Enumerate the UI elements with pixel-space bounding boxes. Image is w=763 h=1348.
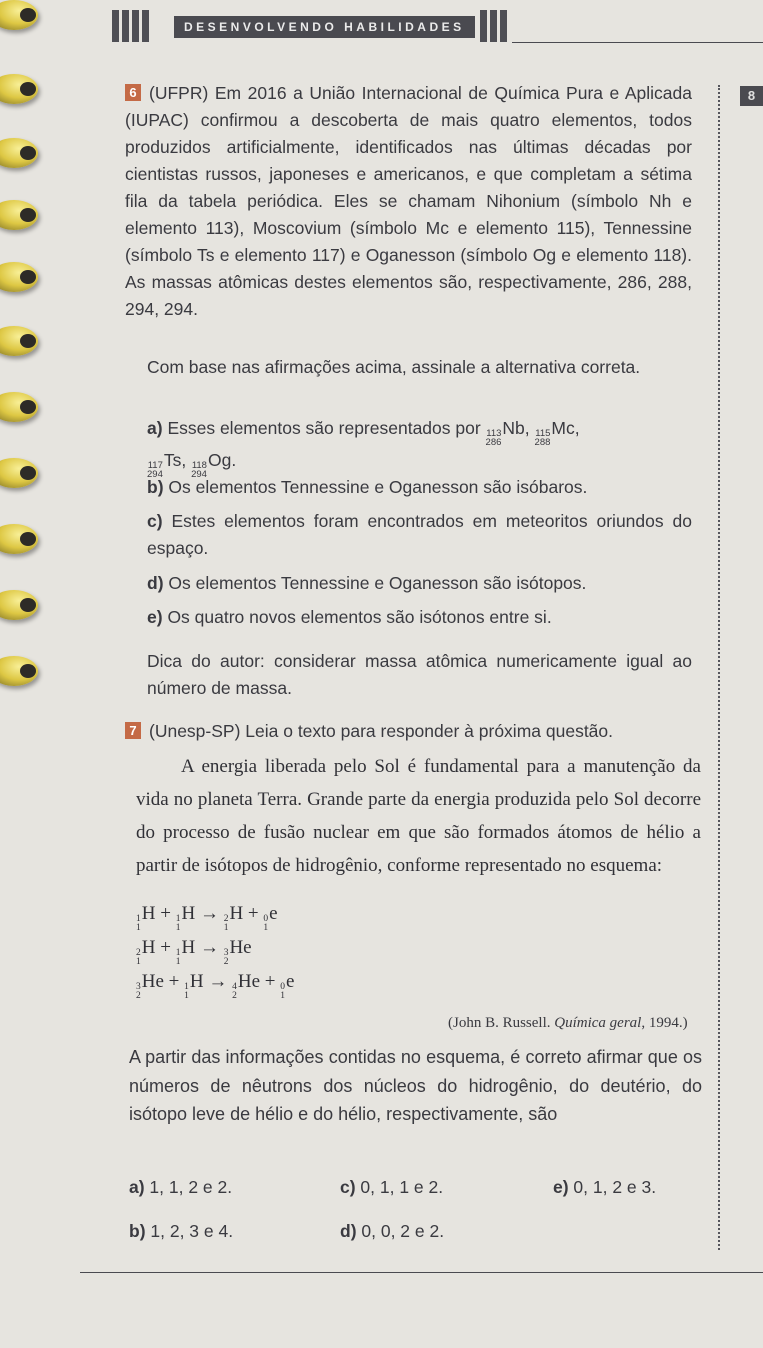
answer-e-text: 0, 1, 2 e 3. <box>568 1177 657 1197</box>
nuclide-numbers <box>176 949 181 967</box>
answer-a-label: a) <box>129 1177 145 1197</box>
nuclide-symbol: H <box>141 903 156 924</box>
nuclide-mass: 0 <box>280 982 285 992</box>
isotope-symbol: Og <box>207 450 232 470</box>
option-e-text: Os quatro novos elementos são isótonos entre si. <box>167 607 552 627</box>
nuclide-numbers <box>280 983 285 1001</box>
isotope-upper: 118 <box>191 460 207 471</box>
equation-operator: + <box>260 971 281 992</box>
nuclide-mass: 4 <box>232 982 237 992</box>
nuclide-mass: 3 <box>136 982 141 992</box>
isotope-upper: 117 <box>147 460 163 471</box>
source-author: (John B. Russell. <box>448 1015 555 1031</box>
nuclide-symbol: H <box>181 903 196 924</box>
nuclide-symbol: H <box>181 937 196 958</box>
page-tab: 8 <box>740 86 763 106</box>
source-year: , 1994.) <box>641 1015 688 1031</box>
nuclide-symbol: H <box>189 971 204 992</box>
nuclide-mass: 2 <box>136 948 141 958</box>
equation-operator: + <box>243 903 264 924</box>
equation-2 <box>136 937 252 967</box>
nuclide-mass: 2 <box>223 914 229 924</box>
isotope-numbers <box>486 429 502 447</box>
question-6 <box>125 80 692 323</box>
question-6-text: (UFPR) Em 2016 a União Internacional de Química Pura e Aplicada (IUPAC) confirmou a descoberta de mais quatro elementos, todos produzidos artificialmente, identificados nas últimas décadas por cientistas russos, japoneses e americanos, e que completam a sétima fila da tabela periódica. Eles se chamam Nihonium (símbolo Nh e elemento 113), Moscovium (símbolo Mc e elemento 115), Tennessine (símbolo Ts e elemento 117) e Oganesson (símbolo Og e elemento 118). As massas atômicas destes elementos são, respectivamente, 286, 288, 294, 294. <box>125 83 692 319</box>
author-hint: Dica do autor: considerar massa atômica numericamente igual ao número de massa. <box>147 651 692 698</box>
isotope-lower: 294 <box>147 469 163 480</box>
isotope-separator: , <box>574 418 580 438</box>
option-d[interactable] <box>147 570 707 597</box>
nuclide-mass: 0 <box>263 914 269 924</box>
answer-d-label: d) <box>340 1221 357 1241</box>
option-e-label: e) <box>147 607 163 627</box>
nuclide-symbol: e <box>285 971 295 992</box>
isotope-separator: . <box>231 450 237 470</box>
option-c[interactable] <box>147 508 692 562</box>
question-number: 7 <box>125 722 141 739</box>
nuclide-numbers <box>232 983 237 1001</box>
isotope-lower: 288 <box>534 437 551 448</box>
option-b-label: b) <box>147 477 164 497</box>
equation-operator: + <box>155 937 176 958</box>
equation-operator: + <box>155 903 176 924</box>
isotope-symbol: Mc <box>551 418 575 438</box>
nuclide-charge: 1 <box>280 991 285 1001</box>
nuclide-symbol: e <box>269 903 278 924</box>
isotope-separator: , <box>524 418 530 438</box>
nuclide-symbol: He <box>141 971 164 992</box>
option-b[interactable] <box>147 474 707 501</box>
option-c-label: c) <box>147 511 163 531</box>
nuclide-numbers <box>136 949 141 967</box>
binding-ring <box>0 524 38 554</box>
isotope-symbol: Nb <box>502 418 525 438</box>
nuclide-mass: 1 <box>136 914 141 924</box>
nuclide-numbers <box>224 915 229 933</box>
answer-d[interactable] <box>340 1221 444 1242</box>
source-title: Química geral <box>554 1015 642 1031</box>
binding-ring <box>0 590 38 620</box>
binding-ring <box>0 74 38 104</box>
equation-operator: → <box>195 903 224 924</box>
isotope-symbol: Ts <box>163 450 182 470</box>
header-rule <box>512 42 763 43</box>
source-citation <box>448 1015 688 1032</box>
nuclide-charge: 1 <box>175 957 181 967</box>
equation-operator: → <box>203 971 233 992</box>
question-7 <box>125 718 715 745</box>
nuclide-charge: 1 <box>223 923 229 933</box>
nuclide-mass: 3 <box>223 948 229 958</box>
isotope-numbers <box>535 429 551 447</box>
answer-a-text: 1, 1, 2 e 2. <box>144 1177 233 1197</box>
option-a-text: Esses elementos são representados por <box>167 418 481 438</box>
binding-ring <box>0 200 38 230</box>
option-d-label: d) <box>147 573 164 593</box>
equation-3 <box>136 971 294 1001</box>
section-title: DESENVOLVENDO HABILIDADES <box>174 16 475 38</box>
nuclide-mass: 1 <box>184 982 189 992</box>
option-a[interactable] <box>147 415 707 479</box>
answer-b[interactable] <box>129 1221 233 1242</box>
spiral-binding <box>0 0 70 1348</box>
nuclide-mass: 1 <box>175 948 181 958</box>
answer-c-label: c) <box>340 1177 356 1197</box>
binding-ring <box>0 392 38 422</box>
binding-ring <box>0 138 38 168</box>
answer-d-text: 0, 0, 2 e 2. <box>356 1221 445 1241</box>
nuclide-symbol: H <box>229 903 244 924</box>
option-e[interactable] <box>147 604 707 631</box>
bottom-rule <box>80 1272 763 1273</box>
isotope-lower: 294 <box>191 469 207 480</box>
answer-e-label: e) <box>553 1177 569 1197</box>
nuclide-charge: 2 <box>223 957 229 967</box>
header-bars-right <box>480 10 507 42</box>
option-b-text: Os elementos Tennessine e Oganesson são isóbaros. <box>168 477 588 497</box>
option-d-text: Os elementos Tennessine e Oganesson são isótopos. <box>168 573 587 593</box>
answer-b-text: 1, 2, 3 e 4. <box>145 1221 234 1241</box>
question-number: 6 <box>125 84 141 101</box>
answer-e[interactable] <box>553 1177 656 1198</box>
answer-b-label: b) <box>129 1221 146 1241</box>
nuclide-numbers <box>224 949 229 967</box>
question-6-prompt: Com base nas afirmações acima, assinale a alternativa correta. <box>147 357 641 377</box>
nuclide-numbers <box>136 983 141 1001</box>
nuclide-mass: 1 <box>175 914 181 924</box>
nuclide-charge: 1 <box>136 923 141 933</box>
nuclide-charge: 1 <box>184 991 189 1001</box>
isotope-separator: , <box>181 450 187 470</box>
question-7-text: A partir das informações contidas no esquema, é correto afirmar que os números de nêutrons dos núcleos do hidrogênio, do deutério, do isótopo leve de hélio e do hélio, respectivamente, são <box>129 1047 702 1124</box>
section-header <box>112 10 763 44</box>
isotope-upper: 115 <box>535 428 551 439</box>
answer-c-text: 0, 1, 1 e 2. <box>355 1177 444 1197</box>
binding-ring <box>0 262 38 292</box>
nuclide-numbers <box>263 915 268 933</box>
header-bars-left <box>112 10 149 42</box>
nuclide-charge: 2 <box>232 991 237 1001</box>
nuclide-symbol: H <box>141 937 156 958</box>
binding-ring <box>0 0 38 30</box>
question-7-intro: (Unesp-SP) Leia o texto para responder à próxima questão. <box>149 721 614 741</box>
binding-ring <box>0 656 38 686</box>
dotted-margin-line <box>718 85 720 1250</box>
nuclide-charge: 1 <box>263 923 269 933</box>
nuclide-symbol: He <box>237 971 261 992</box>
nuclide-numbers <box>176 915 181 933</box>
isotope-upper: 113 <box>486 428 502 439</box>
answer-c[interactable] <box>340 1177 443 1198</box>
option-a-label: a) <box>147 418 163 438</box>
equation-1 <box>136 903 278 933</box>
question-7-passage: A energia liberada pelo Sol é fundamental para a manutenção da vida no planeta Terra. Grande parte da energia produzida pelo Sol decorre do processo de fusão nuclear em que são formados átomos de hélio a partir de isótopos de hidrogênio, conforme representado no esquema: <box>136 756 701 876</box>
nuclide-charge: 2 <box>136 991 141 1001</box>
nuclide-numbers <box>184 983 189 1001</box>
binding-ring <box>0 326 38 356</box>
answer-a[interactable] <box>129 1177 232 1198</box>
nuclide-symbol: He <box>229 937 252 958</box>
nuclide-charge: 1 <box>175 923 181 933</box>
nuclide-charge: 1 <box>136 957 141 967</box>
option-c-text: Estes elementos foram encontrados em meteoritos oriundos do espaço. <box>147 511 692 558</box>
equation-operator: → <box>195 937 224 958</box>
binding-ring <box>0 458 38 488</box>
nuclide-numbers <box>136 915 141 933</box>
isotope-lower: 286 <box>485 437 502 448</box>
equation-operator: + <box>163 971 185 992</box>
